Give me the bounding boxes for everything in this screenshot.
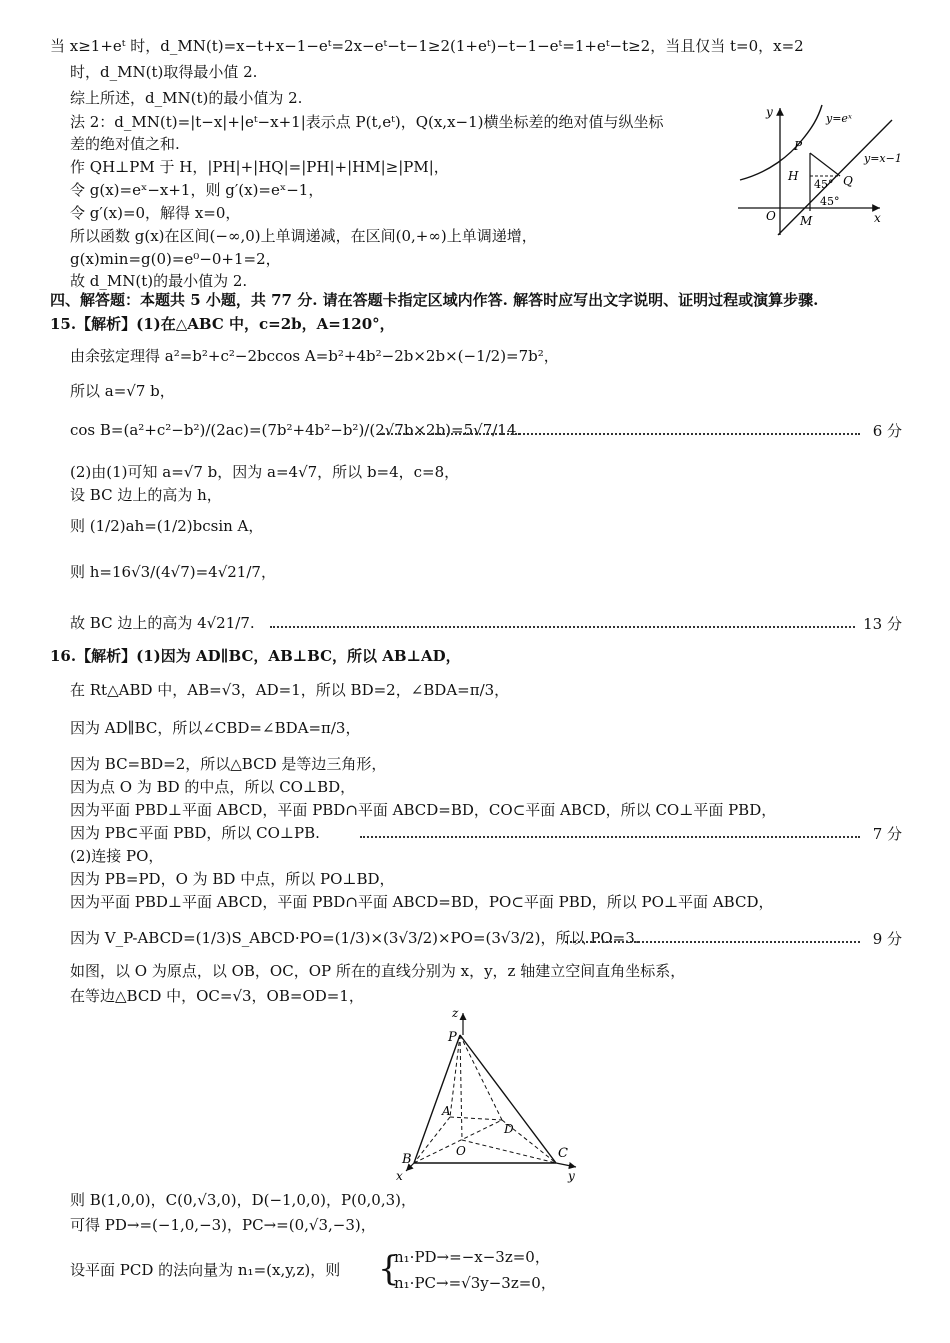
q15-line: 设 BC 边上的高为 h， bbox=[70, 486, 222, 504]
leader-dots bbox=[270, 626, 855, 628]
q16-line: 因为 BC=BD=2，所以△BCD 是等边三角形， bbox=[70, 755, 387, 773]
q16-line: 在等边△BCD 中，OC=√3，OB=OD=1， bbox=[70, 987, 364, 1005]
solution-line: 所以函数 g(x)在区间(−∞,0)上单调递减，在区间(0,+∞)上单调递增， bbox=[70, 227, 537, 245]
segment-PQ bbox=[810, 153, 840, 176]
pyr-label-P: P bbox=[448, 1030, 457, 1045]
q16-line: 可得 PD→=(−1,0,−3)，PC→=(0,√3,−3)， bbox=[70, 1216, 376, 1234]
q15-line: 则 h=16√3/(4√7)=4√21/7， bbox=[70, 563, 276, 581]
score-label: 13 分 bbox=[863, 615, 902, 633]
leader-dots bbox=[360, 836, 860, 838]
q15-line: cos B=(a²+c²−b²)/(2ac)=(7b²+4b²−b²)/(2√7b×2b)=5√7/14. bbox=[70, 421, 522, 439]
graph-label-H: H bbox=[788, 169, 799, 183]
graph-label-O: O bbox=[766, 209, 776, 223]
solution-line: 故 d_MN(t)的最小值为 2. bbox=[70, 272, 248, 290]
q16-line: 因为点 O 为 BD 的中点，所以 CO⊥BD， bbox=[70, 778, 356, 796]
q16-line: 因为 PB⊂平面 PBD，所以 CO⊥PB. bbox=[70, 824, 320, 842]
pyr-label-B: B bbox=[402, 1152, 412, 1167]
solution-line: 当 x≥1+eᵗ 时，d_MN(t)=x−t+x−1−eᵗ=2x−eᵗ−t−1≥2(1+eᵗ)−t−1−eᵗ=1+eᵗ−t≥2，当且仅当 t=0，x=2 bbox=[50, 37, 804, 55]
solution-line: 综上所述，d_MN(t)的最小值为 2. bbox=[70, 89, 303, 107]
score-label: 9 分 bbox=[872, 930, 902, 948]
q15-line: 则 (1/2)ah=(1/2)bcsin A， bbox=[70, 517, 264, 535]
score-label: 6 分 bbox=[872, 422, 902, 440]
edge-AD bbox=[450, 1117, 502, 1120]
pyr-label-O: O bbox=[456, 1144, 466, 1158]
pyramid-figure bbox=[390, 1005, 590, 1185]
q15-line: 15.【解析】(1)在△ABC 中，c=2b，A=120°， bbox=[50, 315, 395, 333]
solution-line: g(x)min=g(0)=e⁰−0+1=2， bbox=[70, 250, 281, 268]
graph-label-y: y bbox=[766, 105, 773, 119]
q16-line: (2)连接 PO， bbox=[70, 847, 164, 865]
solution-line: 法 2：d_MN(t)=|t−x|+|eᵗ−x+1|表示点 P(t,eᵗ)，Q(x,x−1)横坐标差的绝对值与纵坐标 bbox=[70, 113, 664, 131]
q16-line: 因为平面 PBD⊥平面 ABCD，平面 PBD∩平面 ABCD=BD，PO⊂平面 PBD，所以 PO⊥平面 ABCD， bbox=[70, 893, 774, 911]
graph-label-curve: y=eˣ bbox=[826, 112, 852, 125]
leader-dots bbox=[565, 941, 860, 943]
graph-label-M: M bbox=[800, 214, 813, 228]
q16-line: n₁·PC→=√3y−3z=0， bbox=[394, 1274, 556, 1292]
exp-line-graph bbox=[730, 100, 910, 240]
q16-line: 设平面 PCD 的法向量为 n₁=(x,y,z)，则 bbox=[70, 1261, 341, 1279]
score-label: 7 分 bbox=[872, 825, 902, 843]
solution-line: 作 QH⊥PM 于 H，|PH|+|HQ|=|PH|+|HM|≥|PM|， bbox=[70, 158, 449, 176]
q16-line: n₁·PD→=−x−3z=0， bbox=[394, 1248, 550, 1266]
q16-line: 因为平面 PBD⊥平面 ABCD，平面 PBD∩平面 ABCD=BD，CO⊂平面 ABCD，所以 CO⊥平面 PBD， bbox=[70, 801, 777, 819]
solution-line: 令 g(x)=eˣ−x+1，则 g′(x)=eˣ−1， bbox=[70, 181, 324, 199]
q16-line: 16.【解析】(1)因为 AD∥BC，AB⊥BC，所以 AB⊥AD， bbox=[50, 647, 461, 665]
edge-AB bbox=[414, 1117, 450, 1163]
equation-brace: { bbox=[378, 1249, 400, 1289]
q16-line: 如图，以 O 为原点，以 OB，OC，OP 所在的直线分别为 x，y，z 轴建立空间直角坐标系， bbox=[70, 962, 686, 980]
solution-line: 令 g′(x)=0，解得 x=0， bbox=[70, 204, 241, 222]
pyr-label-y: y bbox=[568, 1169, 575, 1183]
pyr-label-z: z bbox=[452, 1006, 459, 1020]
q15-line: 所以 a=√7 b， bbox=[70, 382, 175, 400]
graph-label-Q: Q bbox=[843, 174, 853, 188]
pyr-label-D: D bbox=[504, 1122, 514, 1136]
q15-line: (2)由(1)可知 a=√7 b，因为 a=4√7，所以 b=4，c=8， bbox=[70, 463, 460, 481]
edge-PD bbox=[460, 1035, 502, 1120]
q16-line: 因为 V_P-ABCD=(1/3)S_ABCD·PO=(1/3)×(3√3/2)×PO=(3√3/2)，所以 PO=3. bbox=[70, 929, 640, 947]
solution-line: 差的绝对值之和. bbox=[70, 135, 180, 153]
graph-label-angle2: 45° bbox=[820, 195, 840, 208]
pyr-label-x: x bbox=[396, 1169, 403, 1183]
q15-line: 由余弦定理得 a²=b²+c²−2bccos A=b²+4b²−2b×2b×(−1/2)=7b²， bbox=[70, 347, 559, 365]
edge-PO bbox=[460, 1035, 462, 1140]
graph-label-x: x bbox=[874, 211, 881, 225]
q16-line: 因为 PB=PD，O 为 BD 中点，所以 PO⊥BD， bbox=[70, 870, 395, 888]
pyr-label-C: C bbox=[558, 1146, 568, 1161]
q16-line: 因为 AD∥BC，所以∠CBD=∠BDA=π/3， bbox=[70, 719, 361, 737]
y-axis bbox=[556, 1163, 576, 1167]
pyr-label-A: A bbox=[442, 1104, 451, 1118]
edge-PC bbox=[460, 1035, 556, 1163]
graph-label-P: P bbox=[794, 139, 803, 153]
q16-line: 在 Rt△ABD 中，AB=√3，AD=1，所以 BD=2，∠BDA=π/3， bbox=[70, 681, 510, 699]
q15-line: 故 BC 边上的高为 4√21/7. bbox=[70, 614, 255, 632]
graph-label-line: y=x−1 bbox=[864, 152, 902, 165]
solution-line: 时，d_MN(t)取得最小值 2. bbox=[70, 63, 258, 81]
section-heading: 四、解答题：本题共 5 小题，共 77 分. 请在答题卡指定区域内作答. 解答时应写出文字说明、证明过程或演算步骤. bbox=[50, 291, 819, 309]
leader-dots bbox=[380, 433, 860, 435]
q16-line: 则 B(1,0,0)，C(0,√3,0)，D(−1,0,0)，P(0,0,3)， bbox=[70, 1191, 416, 1209]
graph-label-angle1: 45° bbox=[814, 178, 834, 191]
